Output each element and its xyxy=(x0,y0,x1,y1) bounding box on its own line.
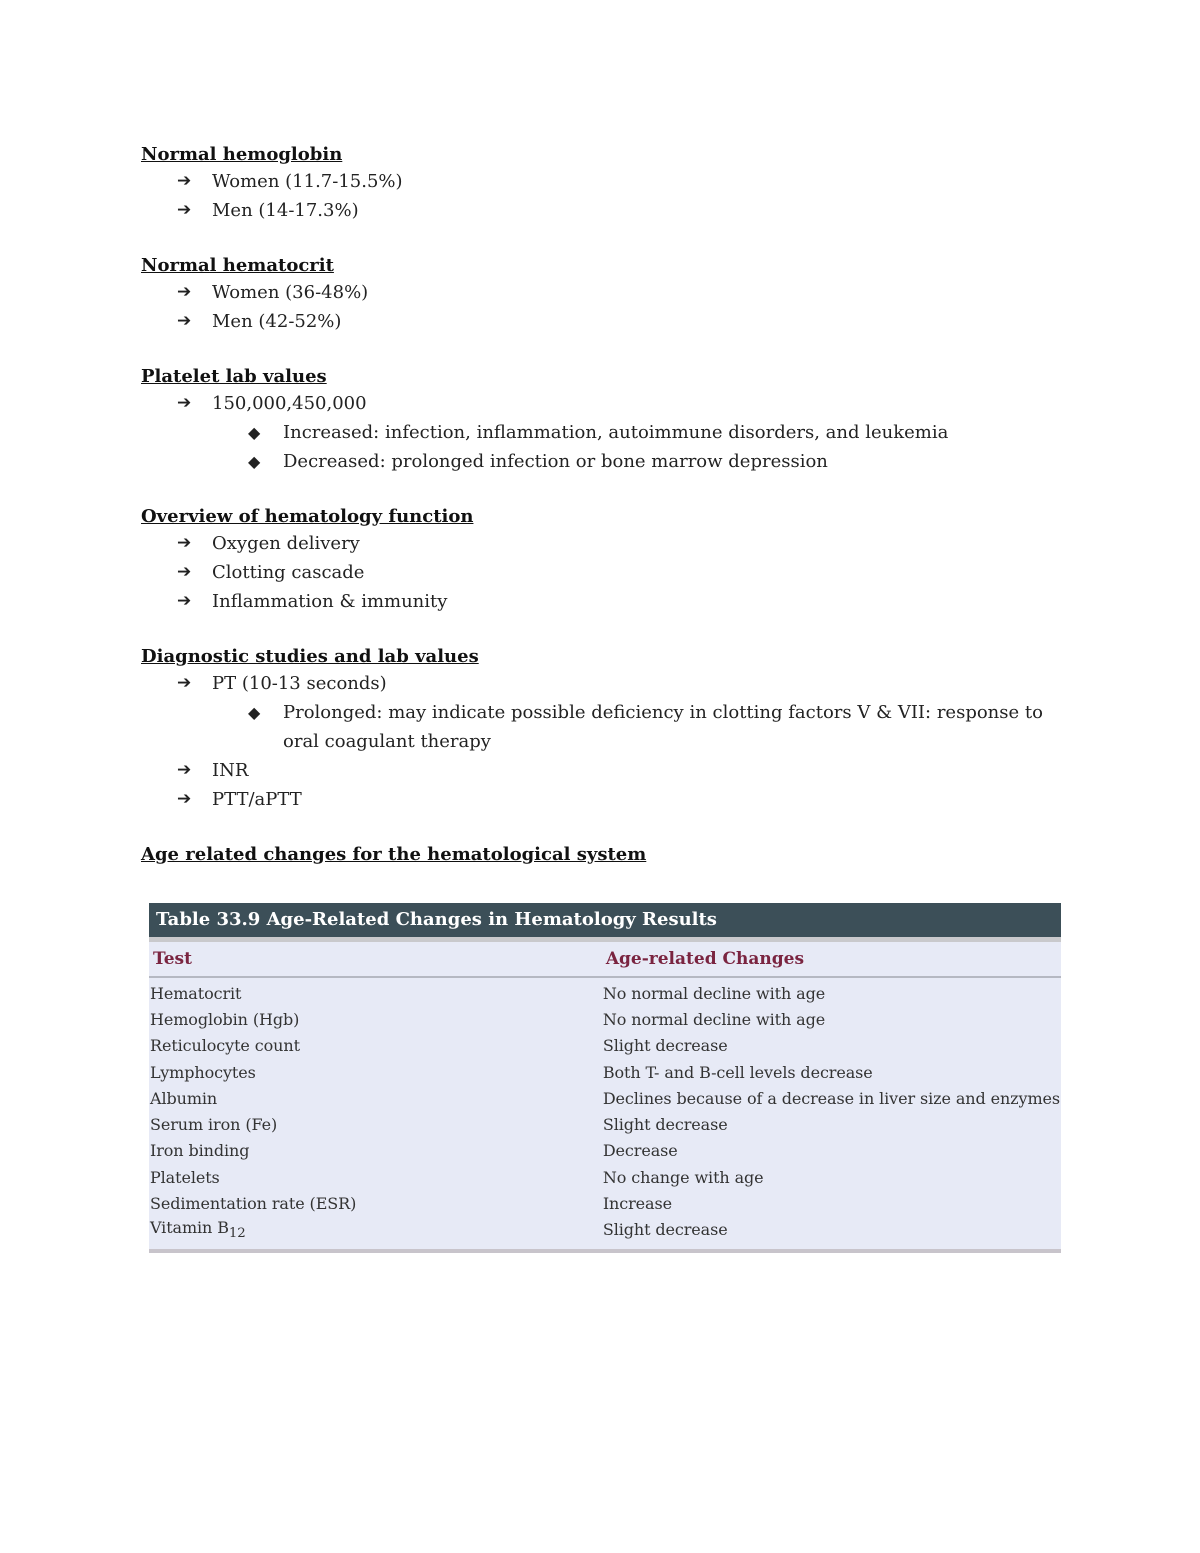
section xyxy=(141,842,1061,867)
arrow-right-icon: ➔ xyxy=(177,171,192,191)
section-heading: Overview of hematology function xyxy=(141,506,474,527)
section xyxy=(141,253,1061,336)
list-item xyxy=(141,307,1061,336)
cell-change: Slight decrease xyxy=(602,1220,728,1240)
header-test: Test xyxy=(149,942,602,977)
cell-change: No normal decline with age xyxy=(602,983,826,1003)
arrow-right-icon: ➔ xyxy=(177,562,192,582)
section xyxy=(141,644,1061,814)
arrow-right-icon: ➔ xyxy=(177,760,192,780)
cell-test: Sedimentation rate (ESR) xyxy=(150,1194,357,1214)
table-header-row xyxy=(149,942,1061,977)
arrow-right-icon: ➔ xyxy=(177,673,192,693)
table-row xyxy=(149,1164,1061,1190)
list-item xyxy=(141,669,1061,698)
hematology-table xyxy=(149,942,1061,1249)
table-title: Table 33.9 Age-Related Changes in Hematology Results xyxy=(149,903,1061,942)
table-row xyxy=(149,1059,1061,1085)
list-item-text: Men (14-17.3%) xyxy=(212,200,359,221)
list-item-text: Inflammation & immunity xyxy=(212,591,448,612)
list-item-text: PT (10-13 seconds) xyxy=(212,673,387,694)
bullet-list xyxy=(141,167,1061,225)
section-heading: Diagnostic studies and lab values xyxy=(141,646,479,667)
cell-change: No change with age xyxy=(602,1167,764,1187)
section xyxy=(141,504,1061,616)
arrow-right-icon: ➔ xyxy=(177,533,192,553)
arrow-right-icon: ➔ xyxy=(177,393,192,413)
table-row xyxy=(149,1006,1061,1032)
age-changes-table xyxy=(149,903,1061,1253)
sub-list-item xyxy=(212,418,1061,447)
cell-test: Albumin xyxy=(150,1088,218,1108)
list-item xyxy=(141,785,1061,814)
arrow-right-icon: ➔ xyxy=(177,591,192,611)
cell-test: Lymphocytes xyxy=(150,1062,256,1082)
list-item xyxy=(141,389,1061,418)
diamond-bullet-icon: ◆ xyxy=(248,703,261,722)
sub-bullet-list xyxy=(212,698,1061,756)
section xyxy=(141,364,1061,476)
list-item-text: Men (42-52%) xyxy=(212,311,342,332)
cell-change: Declines because of a decrease in liver size and enzymes xyxy=(602,1088,1060,1108)
cell-test: Hemoglobin (Hgb) xyxy=(150,1009,300,1029)
list-item-text: PTT/aPTT xyxy=(212,789,302,810)
sublist-container xyxy=(141,698,1061,756)
list-item xyxy=(141,756,1061,785)
section-heading: Normal hematocrit xyxy=(141,255,334,276)
sub-list-item xyxy=(212,447,1061,476)
table-row xyxy=(149,1190,1061,1216)
table-row xyxy=(149,977,1061,1006)
list-item-text: Women (11.7-15.5%) xyxy=(212,171,403,192)
list-item xyxy=(141,196,1061,225)
cell-change: No normal decline with age xyxy=(602,1009,826,1029)
arrow-right-icon: ➔ xyxy=(177,789,192,809)
bullet-list xyxy=(141,529,1061,616)
sub-list-item-text: Increased: infection, inflammation, autoimmune disorders, and leukemia xyxy=(283,422,949,443)
cell-change: Decrease xyxy=(602,1141,678,1161)
section xyxy=(141,142,1061,225)
list-item xyxy=(141,587,1061,616)
bullet-list xyxy=(141,669,1061,814)
list-item-text: 150,000,450,000 xyxy=(212,393,367,414)
diamond-bullet-icon: ◆ xyxy=(248,452,261,471)
cell-test: Hematocrit xyxy=(150,983,242,1003)
list-item-text: INR xyxy=(212,760,249,781)
sub-list-item-text: Prolonged: may indicate possible deficiency in clotting factors V & VII: response to oral coagulant therapy xyxy=(283,702,1043,752)
cell-change: Slight decrease xyxy=(602,1036,728,1056)
sublist-container xyxy=(141,418,1061,476)
table-row xyxy=(149,1217,1061,1243)
list-item xyxy=(141,529,1061,558)
table-row xyxy=(149,1138,1061,1164)
table-row xyxy=(149,1111,1061,1137)
table-row xyxy=(149,1085,1061,1111)
section-heading: Age related changes for the hematological system xyxy=(141,844,647,865)
table-row xyxy=(149,1033,1061,1059)
cell-change: Slight decrease xyxy=(602,1115,728,1135)
section-heading: Platelet lab values xyxy=(141,366,327,387)
bullet-list xyxy=(141,278,1061,336)
list-item-text: Clotting cascade xyxy=(212,562,365,583)
arrow-right-icon: ➔ xyxy=(177,311,192,331)
document-page xyxy=(141,142,1061,1253)
table-body xyxy=(149,977,1061,1249)
cell-test: Vitamin $B_{12}$ xyxy=(150,1218,246,1242)
cell-test: Platelets xyxy=(150,1167,220,1187)
sub-list-item-text: Decreased: prolonged infection or bone marrow depression xyxy=(283,451,828,472)
arrow-right-icon: ➔ xyxy=(177,282,192,302)
table-spacer-row xyxy=(149,1243,1061,1249)
cell-change: Increase xyxy=(602,1194,672,1214)
cell-test: Iron binding xyxy=(150,1141,250,1161)
cell-test: Reticulocyte count xyxy=(150,1036,300,1056)
cell-test: Serum iron (Fe) xyxy=(150,1115,278,1135)
sub-bullet-list xyxy=(212,418,1061,476)
cell-change: Both T- and B-cell levels decrease xyxy=(602,1062,873,1082)
list-item xyxy=(141,167,1061,196)
sub-list-item xyxy=(212,698,1061,756)
bullet-list xyxy=(141,389,1061,476)
section-heading: Normal hemoglobin xyxy=(141,144,343,165)
header-age-related-changes: Age-related Changes xyxy=(602,942,1061,977)
list-item xyxy=(141,278,1061,307)
diamond-bullet-icon: ◆ xyxy=(248,423,261,442)
list-item xyxy=(141,558,1061,587)
notes-body xyxy=(141,142,1061,867)
list-item-text: Women (36-48%) xyxy=(212,282,369,303)
arrow-right-icon: ➔ xyxy=(177,200,192,220)
list-item-text: Oxygen delivery xyxy=(212,533,360,554)
